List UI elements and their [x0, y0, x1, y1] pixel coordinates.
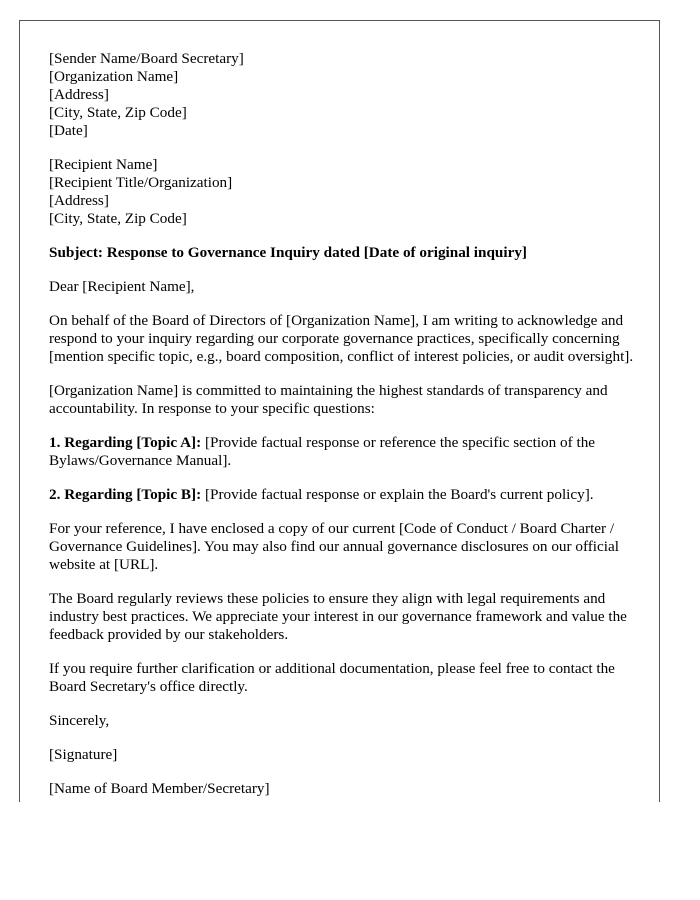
salutation: Dear [Recipient Name], [49, 278, 195, 295]
response-item-1-label: 1. Regarding [Topic A]: [49, 434, 202, 451]
paragraph-intro: On behalf of the Board of Directors of [Organization Name], I am writing to acknowledge and respond to your inquiry regarding our corporate governance practices, specifically concerning [mention specific topic, e.g., board composition, conflict of interest policies, or audit oversight]. [49, 312, 634, 365]
recipient-block [49, 156, 639, 228]
sender-date: [Date] [49, 122, 88, 139]
response-item-2-label: 2. Regarding [Topic B]: [49, 486, 202, 503]
sender-city-state-zip: [City, State, Zip Code] [49, 104, 187, 121]
sender-address: [Address] [49, 86, 109, 103]
subject-text: Subject: Response to Governance Inquiry dated [Date of original inquiry] [49, 244, 527, 261]
subject-line [49, 244, 639, 262]
letter-content [49, 50, 639, 802]
recipient-address: [Address] [49, 192, 109, 209]
sender-organization: [Organization Name] [49, 68, 179, 85]
paragraph-commitment: [Organization Name] is committed to maintaining the highest standards of transparency and accountability. In response to your specific questions: [49, 382, 608, 417]
closing: Sincerely, [49, 712, 110, 729]
signature: [Signature] [49, 746, 118, 763]
recipient-name: [Recipient Name] [49, 156, 158, 173]
recipient-title-organization: [Recipient Title/Organization] [49, 174, 233, 191]
letter-page [19, 20, 660, 802]
response-item-2-text: [Provide factual response or explain the Board's current policy]. [201, 486, 594, 503]
recipient-city-state-zip: [City, State, Zip Code] [49, 210, 187, 227]
paragraph-review: The Board regularly reviews these policies to ensure they align with legal requirements and industry best practices. We appreciate your interest in our governance framework and value the feedback provided by our stakeholders. [49, 590, 627, 643]
sender-block [49, 50, 639, 140]
response-item-2 [49, 486, 639, 504]
sender-name: [Sender Name/Board Secretary] [49, 50, 244, 67]
signer-name: [Name of Board Member/Secretary] [49, 780, 270, 797]
response-item-1-text: [Provide factual response or reference the specific section of the Bylaws/Governance Manual]. [49, 434, 596, 469]
paragraph-contact: If you require further clarification or additional documentation, please feel free to contact the Board Secretary's office directly. [49, 660, 615, 695]
paragraph-enclosure: For your reference, I have enclosed a copy of our current [Code of Conduct / Board Charter / Governance Guidelines]. You may also find our annual governance disclosures on our official website at [URL]. [49, 520, 619, 573]
response-item-1 [49, 434, 639, 470]
